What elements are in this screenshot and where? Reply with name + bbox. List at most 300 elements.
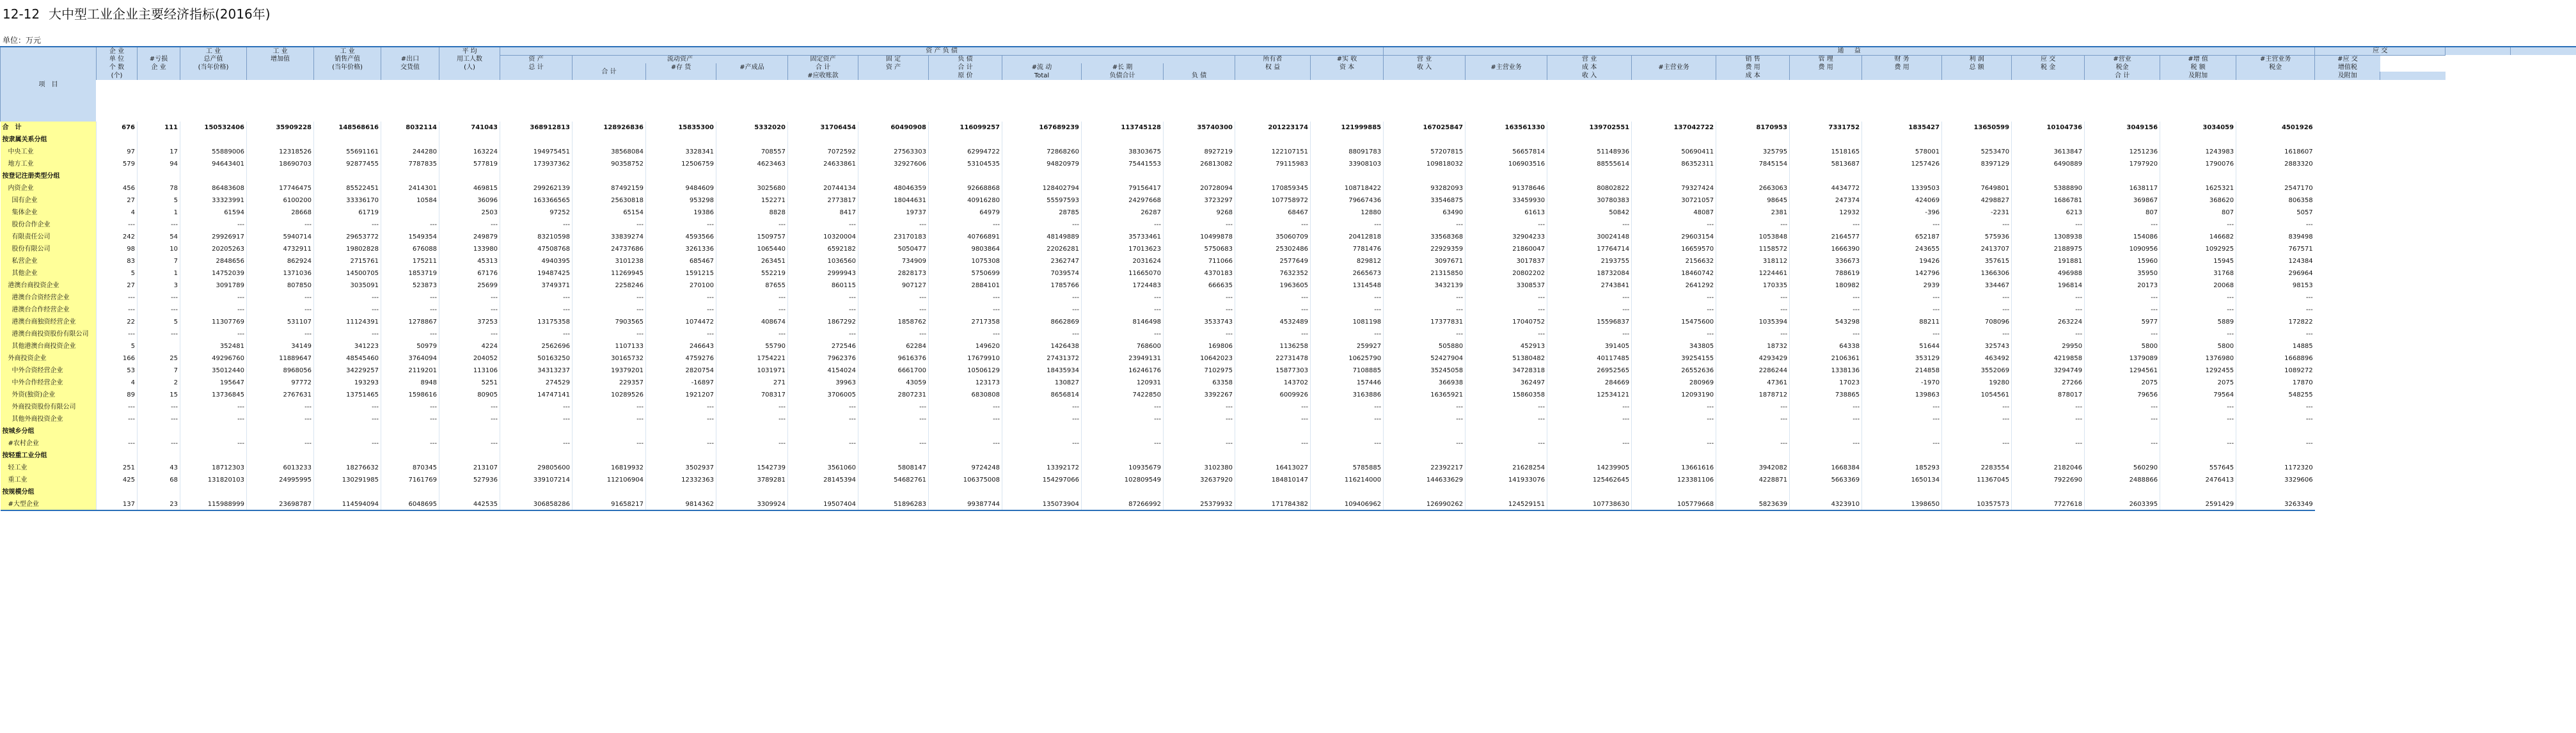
value-cell: 14500705	[314, 267, 381, 280]
title-number: 12-12	[3, 6, 40, 22]
value-cell: 1625321	[2160, 182, 2236, 194]
value-cell: 54682761	[858, 474, 929, 486]
value-cell: 1172320	[2236, 462, 2315, 474]
header-cell: 总产值	[180, 55, 247, 63]
header-cell: 个 数	[97, 63, 138, 72]
value-cell: ---	[97, 292, 138, 304]
value-cell: 272546	[788, 340, 858, 352]
value-cell	[573, 486, 646, 498]
value-cell: ---	[1311, 292, 1384, 304]
value-cell: 318112	[1716, 255, 1790, 267]
value-cell: 369867	[2085, 194, 2160, 207]
table-row	[1, 146, 2576, 158]
value-cell	[2012, 450, 2085, 462]
value-cell	[646, 134, 716, 146]
value-cell: 18460742	[1632, 267, 1716, 280]
header-cell	[1790, 72, 1862, 80]
value-cell: ---	[788, 401, 858, 413]
value-cell: 163561330	[1466, 122, 1547, 134]
value-cell: 130827	[1002, 377, 1082, 389]
value-cell: 8948	[381, 377, 439, 389]
row-label: #大型企业	[1, 498, 97, 510]
value-cell: ---	[138, 401, 180, 413]
value-cell: 5	[97, 340, 138, 352]
value-cell: ---	[788, 437, 858, 450]
value-cell: ---	[500, 437, 573, 450]
value-cell: 9814362	[646, 498, 716, 510]
value-cell: ---	[2012, 401, 2085, 413]
value-cell: ---	[858, 219, 929, 231]
value-cell: 14752039	[180, 267, 247, 280]
value-cell: 21315850	[1384, 267, 1466, 280]
value-cell: ---	[97, 219, 138, 231]
value-cell: 17764714	[1547, 243, 1632, 255]
value-cell: 16365921	[1384, 389, 1466, 401]
value-cell: 3025680	[716, 182, 788, 194]
value-cell: 18732	[1716, 340, 1790, 352]
value-cell: 51644	[1862, 340, 1942, 352]
value-cell: 116099257	[929, 122, 1002, 134]
value-cell	[500, 450, 573, 462]
value-cell: 6048695	[381, 498, 439, 510]
value-cell	[929, 486, 1002, 498]
value-cell: 40766891	[929, 231, 1002, 243]
value-cell: 50979	[381, 340, 439, 352]
value-cell	[929, 450, 1002, 462]
value-cell	[1082, 486, 1164, 498]
header-cell	[2012, 72, 2085, 80]
value-cell: 1790076	[2160, 158, 2236, 170]
value-cell: 32927606	[858, 158, 929, 170]
table-row	[1, 365, 2576, 377]
row-label: 港澳台商投资企业	[1, 280, 97, 292]
value-cell: ---	[2012, 437, 2085, 450]
value-cell: ---	[2160, 219, 2236, 231]
value-cell: 64338	[1790, 340, 1862, 352]
value-cell	[138, 134, 180, 146]
value-cell: 31706454	[788, 122, 858, 134]
value-cell: 14747141	[500, 389, 573, 401]
value-cell: 711066	[1164, 255, 1235, 267]
value-cell: 243655	[1862, 243, 1942, 255]
value-cell: ---	[2160, 328, 2236, 340]
header-cell: 工 业	[314, 47, 381, 55]
value-cell: 4298827	[1942, 194, 2012, 207]
value-cell: 137	[97, 498, 138, 510]
value-cell	[138, 450, 180, 462]
value-cell: ---	[1716, 328, 1790, 340]
value-cell: 185293	[1862, 462, 1942, 474]
value-cell: ---	[138, 292, 180, 304]
value-cell: 7903565	[573, 316, 646, 328]
value-cell: 7	[138, 255, 180, 267]
value-cell: 2848656	[180, 255, 247, 267]
value-cell: 86483608	[180, 182, 247, 194]
value-cell: 33568368	[1384, 231, 1466, 243]
value-cell: 40117485	[1547, 352, 1632, 365]
title-text: 大中型工业企业主要经济指标(2016年)	[49, 6, 271, 22]
value-cell: 51380482	[1466, 352, 1547, 365]
header-row	[1, 47, 2576, 55]
row-label: 按登记注册类型分组	[1, 170, 97, 182]
value-cell: ---	[1002, 437, 1082, 450]
value-cell: 125462645	[1547, 474, 1632, 486]
value-cell: 68467	[1235, 207, 1311, 219]
value-cell: 2	[138, 377, 180, 389]
value-cell	[1632, 134, 1716, 146]
value-cell: 10935679	[1082, 462, 1164, 474]
value-cell: 10506129	[929, 365, 1002, 377]
value-cell: ---	[858, 304, 929, 316]
value-cell: 52427904	[1384, 352, 1466, 365]
value-cell: 577819	[439, 158, 500, 170]
value-cell: 2381	[1716, 207, 1790, 219]
value-cell: 2188975	[2012, 243, 2085, 255]
unit-label: 单位：万元	[3, 36, 42, 45]
value-cell: 21860047	[1466, 243, 1547, 255]
value-cell: 18435934	[1002, 365, 1082, 377]
value-cell: ---	[247, 304, 314, 316]
value-cell	[858, 450, 929, 462]
value-cell: 4219858	[2012, 352, 2085, 365]
value-cell: 3163886	[1311, 389, 1384, 401]
value-cell: 242	[97, 231, 138, 243]
table-row	[1, 437, 2576, 450]
value-cell: 19386	[646, 207, 716, 219]
value-cell: 2999943	[788, 267, 858, 280]
value-cell: 4759276	[646, 352, 716, 365]
value-cell: 767571	[2236, 243, 2315, 255]
value-cell: 102809549	[1082, 474, 1164, 486]
header-row	[1, 72, 2576, 80]
header-cell: #亏损	[138, 55, 180, 63]
value-cell	[500, 486, 573, 498]
value-cell: 131820103	[180, 474, 247, 486]
value-cell: ---	[573, 413, 646, 425]
value-cell: ---	[2012, 304, 2085, 316]
row-label: 外商投资股份有限公司	[1, 401, 97, 413]
value-cell: 1257426	[1862, 158, 1942, 170]
value-cell: 105779668	[1632, 498, 1716, 510]
value-cell: ---	[1002, 304, 1082, 316]
value-cell: 2641292	[1632, 280, 1716, 292]
header-cell	[439, 72, 500, 80]
value-cell: 362497	[1466, 377, 1547, 389]
value-cell: 2193755	[1547, 255, 1632, 267]
value-cell: ---	[1311, 304, 1384, 316]
value-cell: 274529	[500, 377, 573, 389]
header-cell	[2511, 47, 2576, 55]
value-cell: 3049156	[2085, 122, 2160, 134]
header-row	[1, 113, 2576, 122]
value-cell: 23170183	[858, 231, 929, 243]
value-cell: ---	[2236, 413, 2315, 425]
value-cell: 50690411	[1632, 146, 1716, 158]
value-cell	[858, 425, 929, 437]
header-cell: 工 业	[180, 47, 247, 55]
value-cell: 368912813	[500, 122, 573, 134]
value-cell	[180, 170, 247, 182]
value-cell	[716, 170, 788, 182]
value-cell: 1081198	[1311, 316, 1384, 328]
value-cell: 79156417	[1082, 182, 1164, 194]
value-cell	[2085, 170, 2160, 182]
value-cell: 280969	[1632, 377, 1716, 389]
header-cell: 总 额	[1942, 63, 2012, 72]
value-cell	[1716, 450, 1790, 462]
value-cell: 708317	[716, 389, 788, 401]
header-cell: #应 交	[2315, 55, 2380, 63]
value-cell: 2031624	[1082, 255, 1164, 267]
value-cell: ---	[1790, 328, 1862, 340]
value-cell: 1075308	[929, 255, 1002, 267]
value-cell: 1591215	[646, 267, 716, 280]
value-cell: 1650134	[1862, 474, 1942, 486]
value-cell: 2547170	[2236, 182, 2315, 194]
value-cell: 2807231	[858, 389, 929, 401]
value-cell: 1853719	[381, 267, 439, 280]
value-cell: 2283554	[1942, 462, 2012, 474]
value-cell: ---	[2160, 437, 2236, 450]
value-cell: ---	[2012, 328, 2085, 340]
value-cell: 112106904	[573, 474, 646, 486]
value-cell: 35950	[2085, 267, 2160, 280]
value-cell: 61719	[314, 207, 381, 219]
value-cell: 98	[97, 243, 138, 255]
header-cell: 成 本	[1716, 72, 1790, 80]
value-cell: 259927	[1311, 340, 1384, 352]
value-cell: 16819932	[573, 462, 646, 474]
value-cell: 1426438	[1002, 340, 1082, 352]
header-cell	[1466, 72, 1547, 80]
value-cell: ---	[247, 292, 314, 304]
value-cell: 88555614	[1547, 158, 1632, 170]
value-cell: 26287	[1082, 207, 1164, 219]
value-cell: ---	[1384, 401, 1466, 413]
value-cell: 2119201	[381, 365, 439, 377]
value-cell: 94820979	[1002, 158, 1082, 170]
value-cell	[500, 170, 573, 182]
value-cell	[138, 340, 180, 352]
value-cell	[1466, 170, 1547, 182]
value-cell: ---	[1632, 292, 1716, 304]
value-cell	[1082, 425, 1164, 437]
value-cell: 685467	[646, 255, 716, 267]
header-cell: 固定资产	[788, 55, 858, 63]
value-cell: 8662869	[1002, 316, 1082, 328]
value-cell: 19280	[1942, 377, 2012, 389]
value-cell: ---	[1942, 304, 2012, 316]
value-cell: 75441553	[1082, 158, 1164, 170]
value-cell: 25379932	[1164, 498, 1235, 510]
value-cell: 6592182	[788, 243, 858, 255]
value-cell: 1090956	[2085, 243, 2160, 255]
value-cell: 2767631	[247, 389, 314, 401]
value-cell: 1398650	[1862, 498, 1942, 510]
value-cell: 10104736	[2012, 122, 2085, 134]
header-cell: 及附加	[2315, 72, 2380, 80]
value-cell: 543298	[1790, 316, 1862, 328]
value-cell: 31768	[2160, 267, 2236, 280]
value-cell: ---	[381, 437, 439, 450]
value-cell: ---	[314, 437, 381, 450]
row-label: 内资企业	[1, 182, 97, 194]
value-cell: 8170953	[1716, 122, 1790, 134]
header-cell	[138, 72, 180, 80]
header-cell: 应 交	[2012, 55, 2085, 63]
value-cell: 27	[97, 194, 138, 207]
value-cell	[1862, 486, 1942, 498]
value-cell: ---	[2236, 401, 2315, 413]
value-cell: 55691161	[314, 146, 381, 158]
value-cell: ---	[1164, 413, 1235, 425]
value-cell: ---	[180, 401, 247, 413]
value-cell	[2012, 170, 2085, 182]
value-cell: 99387744	[929, 498, 1002, 510]
value-cell: 829812	[1311, 255, 1384, 267]
value-cell: 557645	[2160, 462, 2236, 474]
header-cell: 原 价	[929, 72, 1002, 80]
value-cell: 91378646	[1466, 182, 1547, 194]
value-cell	[97, 134, 138, 146]
value-cell: ---	[381, 401, 439, 413]
value-cell: 1338136	[1790, 365, 1862, 377]
value-cell: 7	[138, 365, 180, 377]
value-cell: 196814	[2012, 280, 2085, 292]
value-cell	[716, 134, 788, 146]
value-cell: 47361	[1716, 377, 1790, 389]
value-cell: 13650599	[1942, 122, 2012, 134]
value-cell	[2160, 170, 2236, 182]
value-cell: ---	[1164, 304, 1235, 316]
value-cell	[500, 134, 573, 146]
value-cell	[1384, 134, 1466, 146]
value-cell: 79115983	[1235, 158, 1311, 170]
value-cell: 8397129	[1942, 158, 2012, 170]
value-cell: 80802822	[1547, 182, 1632, 194]
value-cell: 107738630	[1547, 498, 1632, 510]
value-cell	[1311, 486, 1384, 498]
value-cell: 368620	[2160, 194, 2236, 207]
value-cell: ---	[439, 401, 500, 413]
value-cell: 214858	[1862, 365, 1942, 377]
value-cell: ---	[247, 413, 314, 425]
value-cell: ---	[1384, 437, 1466, 450]
value-cell: ---	[646, 219, 716, 231]
value-cell: 11367045	[1942, 474, 2012, 486]
value-cell	[1164, 450, 1235, 462]
value-cell: 4623463	[716, 158, 788, 170]
value-cell: 1243983	[2160, 146, 2236, 158]
value-cell: 29950	[2012, 340, 2085, 352]
page-title	[3, 4, 271, 22]
value-cell: 676	[97, 122, 138, 134]
header-cell: 营 业	[1384, 55, 1466, 63]
value-cell	[1942, 134, 2012, 146]
value-cell: ---	[97, 401, 138, 413]
value-cell: 20205263	[180, 243, 247, 255]
value-cell	[2160, 134, 2236, 146]
table-row	[1, 280, 2576, 292]
value-cell: -2231	[1942, 207, 2012, 219]
row-label: 重工业	[1, 474, 97, 486]
value-cell: 452913	[1466, 340, 1547, 352]
value-cell: ---	[439, 304, 500, 316]
value-cell	[2160, 486, 2236, 498]
value-cell: 548255	[2236, 389, 2315, 401]
value-cell: 11269945	[573, 267, 646, 280]
value-cell	[2085, 450, 2160, 462]
value-cell: ---	[1466, 292, 1547, 304]
value-cell: ---	[97, 304, 138, 316]
value-cell: ---	[1082, 401, 1164, 413]
value-cell: 79327424	[1632, 182, 1716, 194]
value-cell: ---	[2236, 328, 2315, 340]
value-cell: ---	[929, 304, 1002, 316]
value-cell: 55889006	[180, 146, 247, 158]
value-cell	[2160, 425, 2236, 437]
value-cell: 1251236	[2085, 146, 2160, 158]
value-cell	[1862, 134, 1942, 146]
row-label: 其他企业	[1, 267, 97, 280]
value-cell	[1235, 425, 1311, 437]
value-cell: ---	[573, 401, 646, 413]
value-cell	[180, 486, 247, 498]
value-cell	[1466, 134, 1547, 146]
value-cell: ---	[138, 413, 180, 425]
header-cell: #主营业务	[2236, 55, 2315, 63]
header-cell: 营 业	[1547, 55, 1632, 63]
value-cell: 33839274	[573, 231, 646, 243]
value-cell: 807	[2085, 207, 2160, 219]
value-cell: 741043	[439, 122, 500, 134]
value-cell: 36096	[439, 194, 500, 207]
value-cell: 34728318	[1466, 365, 1547, 377]
value-cell: 24995995	[247, 474, 314, 486]
header-cell: (个)	[97, 72, 138, 80]
value-cell: 40916280	[929, 194, 1002, 207]
value-cell	[1547, 425, 1632, 437]
value-cell: 135073904	[1002, 498, 1082, 510]
value-cell: ---	[573, 437, 646, 450]
value-cell: 8828	[716, 207, 788, 219]
value-cell: ---	[1311, 437, 1384, 450]
value-cell: ---	[97, 413, 138, 425]
value-cell: 51896283	[858, 498, 929, 510]
value-cell: ---	[716, 401, 788, 413]
value-cell: ---	[1235, 328, 1311, 340]
row-label: 按规模分组	[1, 486, 97, 498]
value-cell: ---	[1466, 304, 1547, 316]
value-cell: 26952565	[1547, 365, 1632, 377]
value-cell: ---	[180, 437, 247, 450]
header-cell: 合 计	[929, 63, 1002, 72]
table-row	[1, 377, 2576, 389]
table-row	[1, 122, 2576, 134]
value-cell: 167025847	[1384, 122, 1466, 134]
value-cell	[573, 134, 646, 146]
value-cell	[929, 425, 1002, 437]
header-cell: 收 入	[1384, 63, 1466, 72]
value-cell: ---	[439, 292, 500, 304]
value-cell: 34313237	[500, 365, 573, 377]
header-cell: 负 债	[929, 55, 1002, 63]
value-cell	[138, 486, 180, 498]
header-cell: #长 期	[1082, 63, 1164, 72]
value-cell: 953298	[646, 194, 716, 207]
value-cell: 109406962	[1311, 498, 1384, 510]
value-cell: 2715761	[314, 255, 381, 267]
